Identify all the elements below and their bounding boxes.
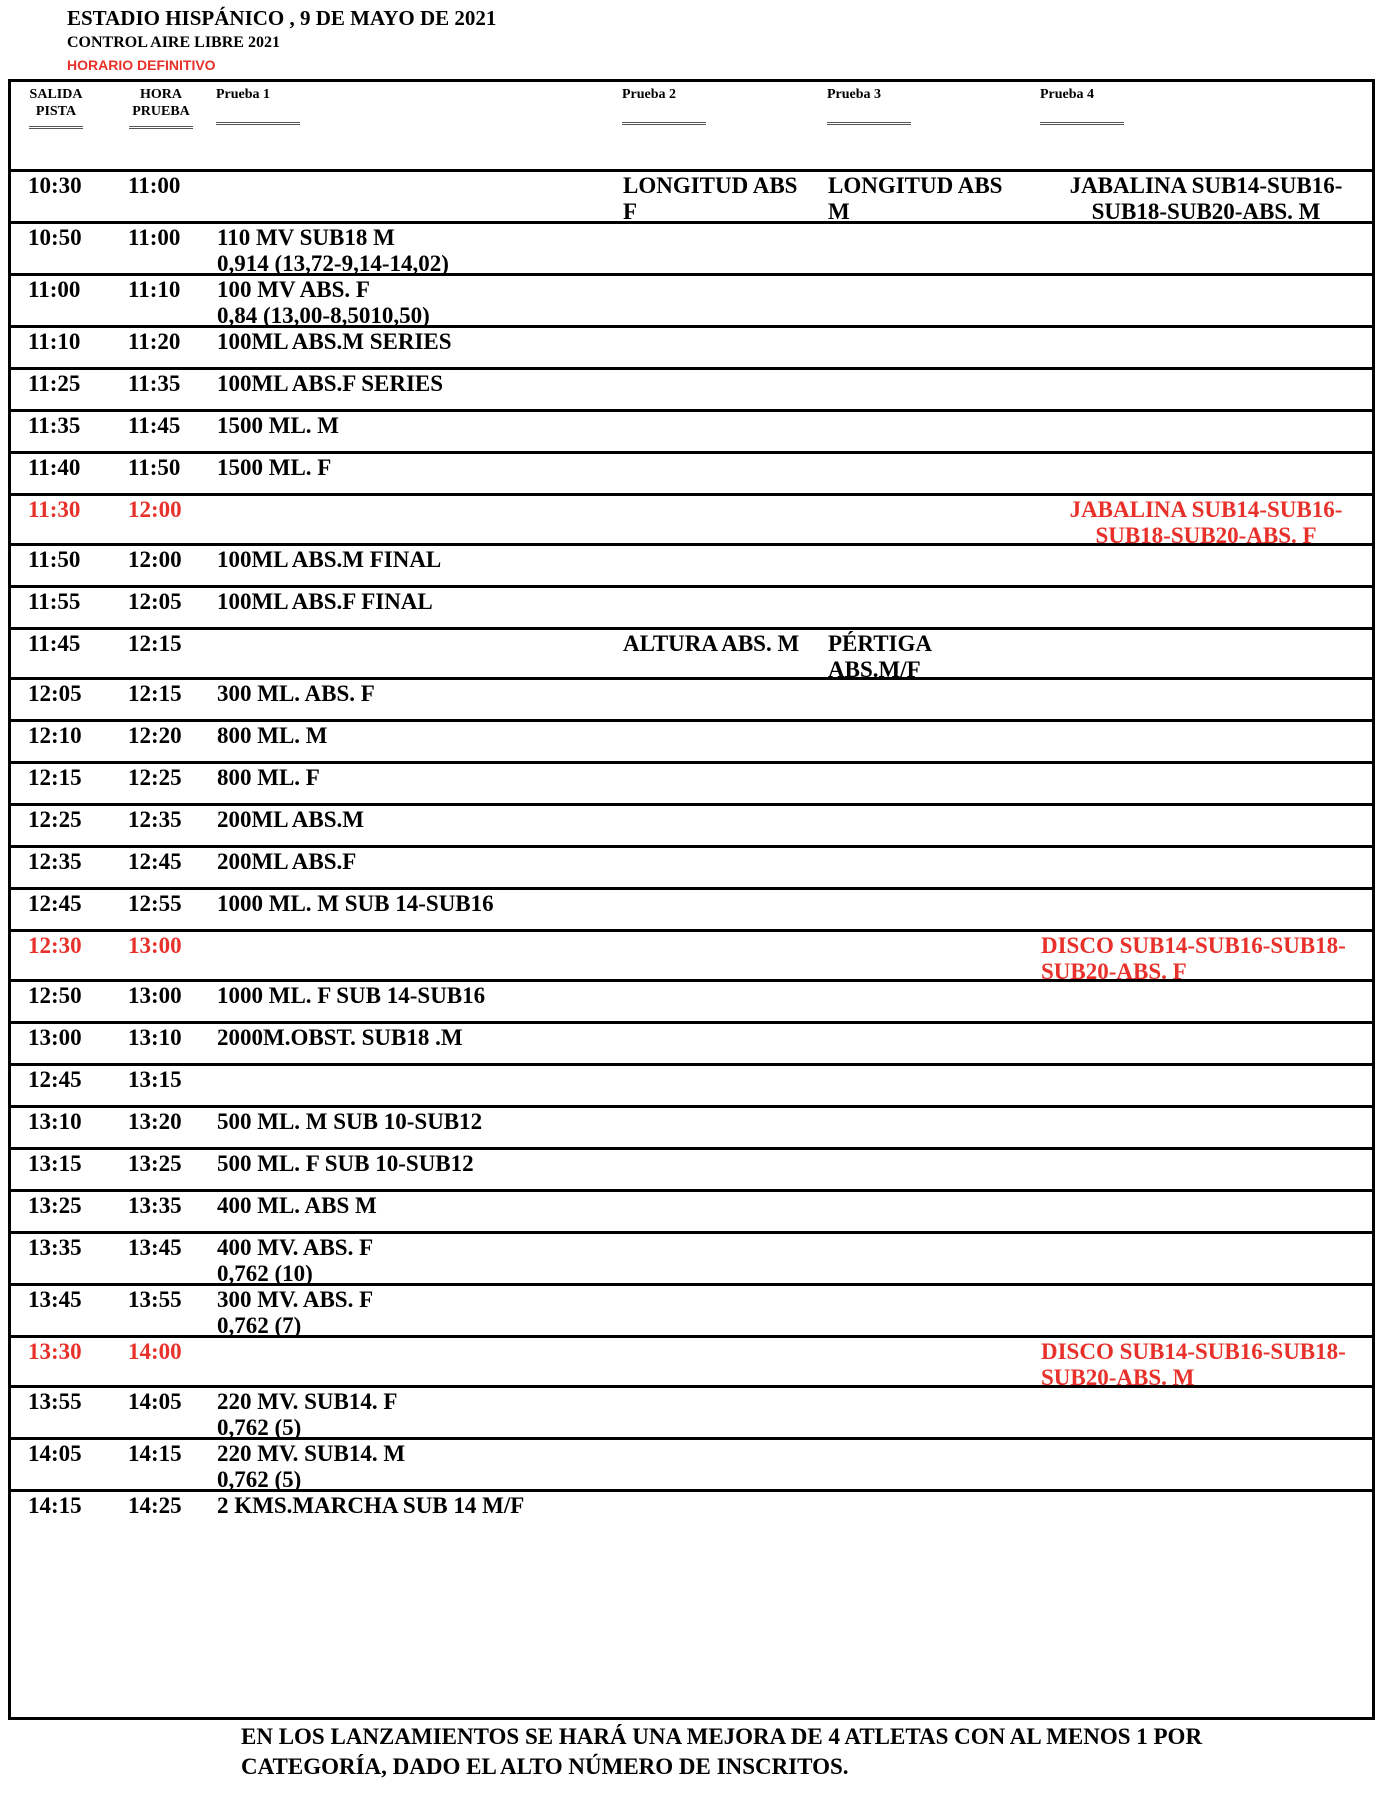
- header-underline: [216, 122, 300, 125]
- cell-hora: 13:00: [128, 933, 182, 958]
- cell-prueba1: 1500 ML. F: [217, 455, 332, 480]
- cell-salida: 11:40: [28, 455, 81, 480]
- column-header-prueba4-label: Prueba 4: [1040, 87, 1095, 102]
- table-row: [11, 409, 1372, 451]
- cell-hora: 11:10: [128, 277, 181, 302]
- cell-salida: 12:10: [28, 723, 82, 748]
- cell-prueba1: 110 MV SUB18 M 0,914 (13,72-9,14-14,02): [217, 225, 449, 276]
- page-title: ESTADIO HISPÁNICO , 9 DE MAYO DE 2021: [67, 6, 497, 30]
- cell-prueba2: LONGITUD ABS F: [623, 173, 798, 224]
- header-underline: [827, 122, 911, 125]
- table-row: [11, 719, 1372, 761]
- cell-prueba3: LONGITUD ABS M: [828, 173, 1003, 224]
- table-row: [11, 803, 1372, 845]
- cell-salida: 11:55: [28, 589, 81, 614]
- cell-salida: 11:00: [28, 277, 81, 302]
- table-row: [11, 1021, 1372, 1063]
- cell-prueba1: 800 ML. M: [217, 723, 328, 748]
- table-row: [11, 169, 1372, 224]
- cell-hora: 12:15: [128, 631, 182, 656]
- cell-prueba1: 300 MV. ABS. F 0,762 (7): [217, 1287, 374, 1338]
- cell-salida: 13:35: [28, 1235, 82, 1260]
- cell-prueba1: 200ML ABS.M: [217, 807, 364, 832]
- cell-salida: 10:50: [28, 225, 82, 250]
- table-row: [11, 1335, 1372, 1390]
- column-header-prueba1-label: Prueba 1: [216, 87, 271, 102]
- cell-prueba1: 2000M.OBST. SUB18 .M: [217, 1025, 463, 1050]
- column-header-salida: [29, 86, 83, 129]
- page-subtitle: CONTROL AIRE LIBRE 2021: [67, 34, 280, 51]
- cell-hora: 13:25: [128, 1151, 182, 1176]
- column-header-hora-line2: PRUEBA: [132, 104, 190, 119]
- column-header-prueba2: [622, 86, 706, 125]
- cell-prueba4: DISCO SUB14-SUB16-SUB18-SUB20-ABS. M: [1041, 1339, 1346, 1390]
- column-header-prueba4: [1040, 86, 1124, 125]
- table-row: [11, 1385, 1372, 1440]
- table-row: [11, 979, 1372, 1021]
- cell-hora: 11:00: [128, 173, 181, 198]
- table-row: [11, 887, 1372, 929]
- cell-hora: 13:15: [128, 1067, 182, 1092]
- cell-hora: 14:05: [128, 1389, 182, 1414]
- cell-salida: 12:30: [28, 933, 82, 958]
- table-row: [11, 1283, 1372, 1338]
- cell-prueba2: ALTURA ABS. M: [623, 631, 800, 656]
- cell-prueba1: 400 MV. ABS. F 0,762 (10): [217, 1235, 374, 1286]
- cell-prueba1: 220 MV. SUB14. F 0,762 (5): [217, 1389, 398, 1440]
- table-row: [11, 1189, 1372, 1231]
- cell-hora: 12:45: [128, 849, 182, 874]
- table-row: [11, 1489, 1372, 1541]
- schedule-rows: [11, 169, 1372, 1541]
- cell-hora: 11:35: [128, 371, 181, 396]
- cell-salida: 14:05: [28, 1441, 82, 1466]
- table-row: [11, 1147, 1372, 1189]
- table-row: [11, 1063, 1372, 1105]
- schedule-table: [8, 79, 1375, 1720]
- cell-salida: 12:45: [28, 891, 82, 916]
- cell-hora: 11:45: [128, 413, 181, 438]
- cell-salida: 13:55: [28, 1389, 82, 1414]
- cell-prueba1: 100ML ABS.M FINAL: [217, 547, 442, 572]
- column-header-prueba1: [216, 86, 300, 125]
- table-row: [11, 845, 1372, 887]
- cell-prueba1: 800 ML. F: [217, 765, 320, 790]
- header-underline: [29, 126, 83, 129]
- table-row: [11, 1105, 1372, 1147]
- column-header-prueba3-label: Prueba 3: [827, 87, 882, 102]
- cell-prueba1: 500 ML. M SUB 10-SUB12: [217, 1109, 483, 1134]
- table-row: [11, 367, 1372, 409]
- cell-hora: 13:55: [128, 1287, 182, 1312]
- cell-salida: 13:10: [28, 1109, 82, 1134]
- cell-salida: 11:35: [28, 413, 81, 438]
- cell-prueba1: 220 MV. SUB14. M 0,762 (5): [217, 1441, 406, 1492]
- cell-prueba1: 1000 ML. F SUB 14-SUB16: [217, 983, 486, 1008]
- cell-hora: 13:45: [128, 1235, 182, 1260]
- cell-salida: 10:30: [28, 173, 82, 198]
- cell-hora: 13:20: [128, 1109, 182, 1134]
- cell-prueba1: 500 ML. F SUB 10-SUB12: [217, 1151, 474, 1176]
- cell-hora: 12:00: [128, 497, 182, 522]
- cell-prueba1: 1500 ML. M: [217, 413, 340, 438]
- header-underline: [129, 126, 193, 129]
- cell-salida: 13:25: [28, 1193, 82, 1218]
- cell-prueba3: PÉRTIGA ABS.M/F: [828, 631, 931, 682]
- cell-salida: 11:45: [28, 631, 81, 656]
- cell-prueba1: 100 MV ABS. F 0,84 (13,00-8,5010,50): [217, 277, 430, 328]
- cell-prueba1: 1000 ML. M SUB 14-SUB16: [217, 891, 494, 916]
- column-header-prueba3: [827, 86, 911, 125]
- column-header-salida-line2: PISTA: [35, 104, 77, 119]
- table-row: [11, 325, 1372, 367]
- cell-salida: 11:30: [28, 497, 81, 522]
- cell-hora: 12:00: [128, 547, 182, 572]
- table-row: [11, 929, 1372, 984]
- table-row: [11, 627, 1372, 682]
- cell-hora: 14:00: [128, 1339, 182, 1364]
- cell-hora: 11:00: [128, 225, 181, 250]
- column-header-prueba2-label: Prueba 2: [622, 87, 677, 102]
- cell-salida: 12:45: [28, 1067, 82, 1092]
- column-header-salida-line1: SALIDA: [29, 87, 83, 102]
- cell-hora: 13:00: [128, 983, 182, 1008]
- table-row: [11, 1437, 1372, 1492]
- table-row: [11, 585, 1372, 627]
- header-underline: [1040, 122, 1124, 125]
- table-row: [11, 761, 1372, 803]
- cell-salida: 11:10: [28, 329, 81, 354]
- cell-salida: 14:15: [28, 1493, 82, 1518]
- cell-salida: 12:25: [28, 807, 82, 832]
- status-label: HORARIO DEFINITIVO: [67, 57, 216, 73]
- cell-prueba4: JABALINA SUB14-SUB16-SUB18-SUB20-ABS. M: [1069, 173, 1343, 224]
- column-header-hora: [129, 86, 193, 129]
- cell-salida: 13:15: [28, 1151, 82, 1176]
- cell-hora: 12:25: [128, 765, 182, 790]
- cell-hora: 12:05: [128, 589, 182, 614]
- cell-hora: 12:35: [128, 807, 182, 832]
- column-header-hora-line1: HORA: [140, 87, 182, 102]
- cell-hora: 14:15: [128, 1441, 182, 1466]
- cell-prueba1: 100ML ABS.M SERIES: [217, 329, 452, 354]
- cell-prueba1: 100ML ABS.F SERIES: [217, 371, 444, 396]
- cell-prueba1: 2 KMS.MARCHA SUB 14 M/F: [217, 1493, 525, 1518]
- header-underline: [622, 122, 706, 125]
- cell-prueba4: DISCO SUB14-SUB16-SUB18-SUB20-ABS. F: [1041, 933, 1346, 984]
- cell-prueba1: 200ML ABS.F: [217, 849, 357, 874]
- table-row: [11, 221, 1372, 276]
- cell-salida: 13:30: [28, 1339, 82, 1364]
- cell-prueba1: 100ML ABS.F FINAL: [217, 589, 433, 614]
- cell-hora: 12:15: [128, 681, 182, 706]
- footer-note: EN LOS LANZAMIENTOS SE HARÁ UNA MEJORA DE 4 ATLETAS CON AL MENOS 1 POR CATEGORÍA, DADO EL ALTO NÚMERO DE INSCRITOS.: [241, 1724, 1203, 1779]
- cell-salida: 13:00: [28, 1025, 82, 1050]
- table-row: [11, 677, 1372, 719]
- table-row: [11, 543, 1372, 585]
- table-row: [11, 451, 1372, 493]
- cell-prueba1: 400 ML. ABS M: [217, 1193, 377, 1218]
- cell-hora: 11:20: [128, 329, 181, 354]
- cell-salida: 11:25: [28, 371, 81, 396]
- cell-salida: 13:45: [28, 1287, 82, 1312]
- cell-prueba4: JABALINA SUB14-SUB16-SUB18-SUB20-ABS. F: [1069, 497, 1343, 548]
- table-row: [11, 273, 1372, 328]
- cell-hora: 12:20: [128, 723, 182, 748]
- cell-hora: 13:35: [128, 1193, 182, 1218]
- cell-salida: 12:35: [28, 849, 82, 874]
- cell-salida: 12:15: [28, 765, 82, 790]
- cell-hora: 13:10: [128, 1025, 182, 1050]
- cell-hora: 11:50: [128, 455, 181, 480]
- cell-salida: 12:50: [28, 983, 82, 1008]
- cell-salida: 11:50: [28, 547, 81, 572]
- cell-hora: 12:55: [128, 891, 182, 916]
- cell-hora: 14:25: [128, 1493, 182, 1518]
- cell-salida: 12:05: [28, 681, 82, 706]
- table-row: [11, 493, 1372, 548]
- table-row: [11, 1231, 1372, 1286]
- cell-prueba1: 300 ML. ABS. F: [217, 681, 375, 706]
